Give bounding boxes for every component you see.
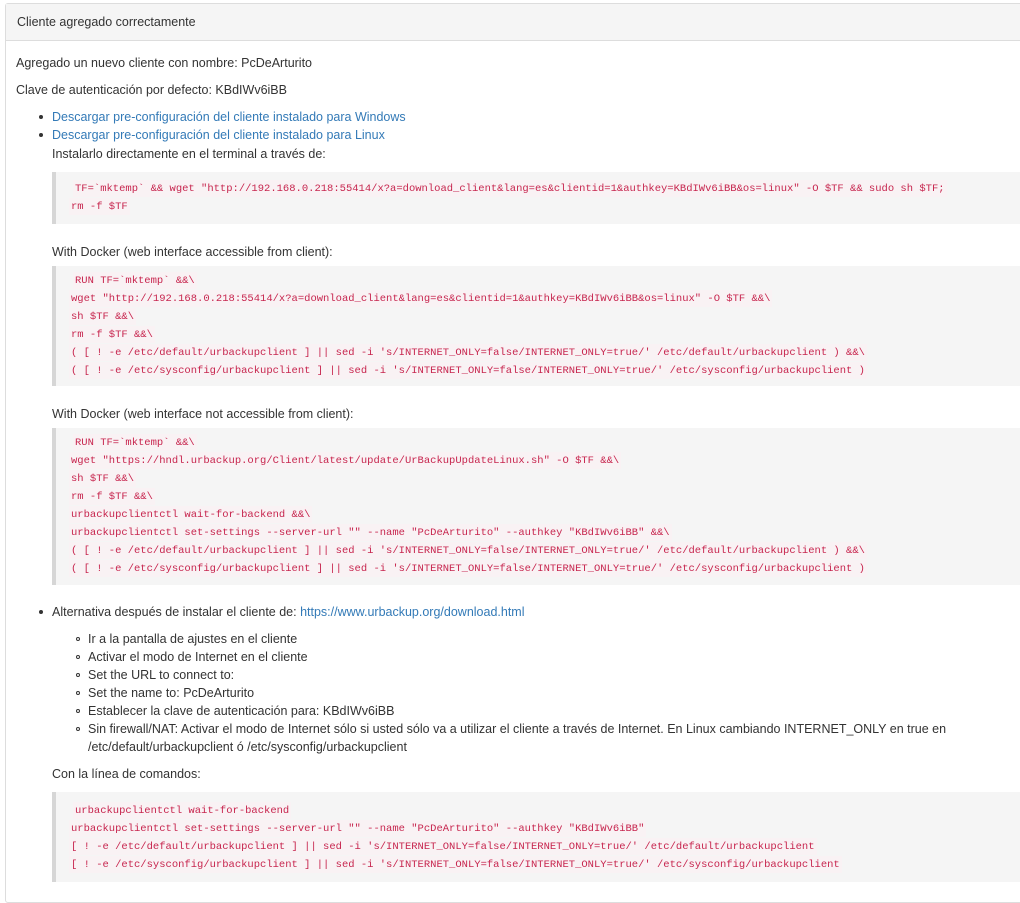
code-line: ( [ ! -e /etc/default/urbackupclient ] || sed -i 's/INTERNET_ONLY=false/INTERNET_ONLY=true/' /etc/default/urbackupclient ) &&\ — [69, 542, 867, 559]
code-line: TF=`mktemp` && wget "http://192.168.0.218:55414/x?a=download_client&lang=es&clientid=1&authkey=KBdIWv6iBB&os=linux" -O $TF && sudo sh $TF; — [73, 180, 947, 197]
code-line: [ ! -e /etc/default/urbackupclient ] || sed -i 's/INTERNET_ONLY=false/INTERNET_ONLY=true/' /etc/default/urbackupclient — [69, 838, 817, 855]
code-line: ( [ ! -e /etc/sysconfig/urbackupclient ] || sed -i 's/INTERNET_ONLY=false/INTERNET_ONLY=true/' /etc/sysconfig/urbackupclient ) — [69, 362, 867, 379]
alt-step: Ir a la pantalla de ajustes en el cliente — [88, 632, 298, 646]
circle-bullet-icon — [76, 637, 80, 641]
docker-accessible-label: With Docker (web interface accessible from client): — [52, 245, 333, 259]
code-line: sh $TF &&\ — [69, 470, 136, 487]
code-line: urbackupclientctl set-settings --server-url "" --name "PcDeArturito" --authkey "KBdIWv6iBB" &&\ — [69, 524, 672, 541]
terminal-install-code[interactable] — [52, 172, 1020, 224]
alternative-label — [52, 605, 525, 619]
code-line: rm -f $TF &&\ — [69, 488, 155, 505]
panel-title: Cliente agregado correctamente — [6, 4, 1020, 41]
terminal-install-label: Instalarlo directamente en el terminal a través de: — [52, 147, 326, 161]
alt-step: Set the URL to connect to: — [88, 668, 235, 682]
code-line: RUN TF=`mktemp` &&\ — [73, 434, 197, 451]
code-line: sh $TF &&\ — [69, 308, 136, 325]
docker-not-accessible-label: With Docker (web interface not accessible from client): — [52, 407, 354, 421]
docker-not-accessible-code[interactable] — [52, 428, 1020, 585]
circle-bullet-icon — [76, 691, 80, 695]
code-line: RUN TF=`mktemp` &&\ — [73, 272, 197, 289]
cmdline-label: Con la línea de comandos: — [52, 767, 201, 781]
code-line: wget "http://192.168.0.218:55414/x?a=download_client&lang=es&clientid=1&authkey=KBdIWv6iBB&os=linux" -O $TF &&\ — [69, 290, 772, 307]
circle-bullet-icon — [76, 727, 80, 731]
alt-step: Activar el modo de Internet en el cliente — [88, 650, 308, 664]
cmdline-code[interactable] — [52, 792, 1020, 882]
code-line: [ ! -e /etc/sysconfig/urbackupclient ] || sed -i 's/INTERNET_ONLY=false/INTERNET_ONLY=true/' /etc/sysconfig/urbackupclient — [69, 856, 842, 873]
circle-bullet-icon — [76, 709, 80, 713]
code-line: urbackupclientctl wait-for-backend — [73, 802, 291, 819]
default-auth-key: Clave de autenticación por defecto: KBdIWv6iBB — [16, 83, 287, 97]
code-line: urbackupclientctl set-settings --server-url "" --name "PcDeArturito" --authkey "KBdIWv6iBB" — [69, 820, 646, 837]
circle-bullet-icon — [76, 655, 80, 659]
docker-accessible-code[interactable] — [52, 266, 1020, 386]
circle-bullet-icon — [76, 673, 80, 677]
alternative-text: Alternativa después de instalar el cliente de: — [52, 605, 301, 619]
firewall-note-line1: Sin firewall/NAT: Activar el modo de Internet sólo si usted sólo va a utilizar el cliente a través de Internet. En Linux cambiando INTERNET_ONLY en true en — [88, 722, 947, 736]
alt-step: Establecer la clave de autenticación para: KBdIWv6iBB — [88, 704, 395, 718]
bullet-icon — [39, 115, 43, 119]
code-line: rm -f $TF — [69, 198, 130, 215]
download-linux-link[interactable]: Descargar pre-configuración del cliente instalado para Linux — [52, 128, 385, 142]
code-line: wget "https://hndl.urbackup.org/Client/latest/update/UrBackupUpdateLinux.sh" -O $TF &&\ — [69, 452, 621, 469]
code-line: ( [ ! -e /etc/sysconfig/urbackupclient ] || sed -i 's/INTERNET_ONLY=false/INTERNET_ONLY=true/' /etc/sysconfig/urbackupclient ) — [69, 560, 867, 577]
code-line: rm -f $TF &&\ — [69, 326, 155, 343]
bullet-icon — [39, 133, 43, 137]
client-added-message: Agregado un nuevo cliente con nombre: PcDeArturito — [16, 56, 313, 70]
bullet-icon — [39, 610, 43, 614]
code-line: urbackupclientctl wait-for-backend &&\ — [69, 506, 312, 523]
firewall-note-line2: /etc/default/urbackupclient ó /etc/sysconfig/urbackupclient — [88, 740, 407, 754]
download-windows-link[interactable]: Descargar pre-configuración del cliente instalado para Windows — [52, 110, 406, 124]
code-line: ( [ ! -e /etc/default/urbackupclient ] || sed -i 's/INTERNET_ONLY=false/INTERNET_ONLY=true/' /etc/default/urbackupclient ) &&\ — [69, 344, 867, 361]
alt-step: Set the name to: PcDeArturito — [88, 686, 255, 700]
urbackup-download-link[interactable]: https://www.urbackup.org/download.html — [300, 605, 525, 619]
